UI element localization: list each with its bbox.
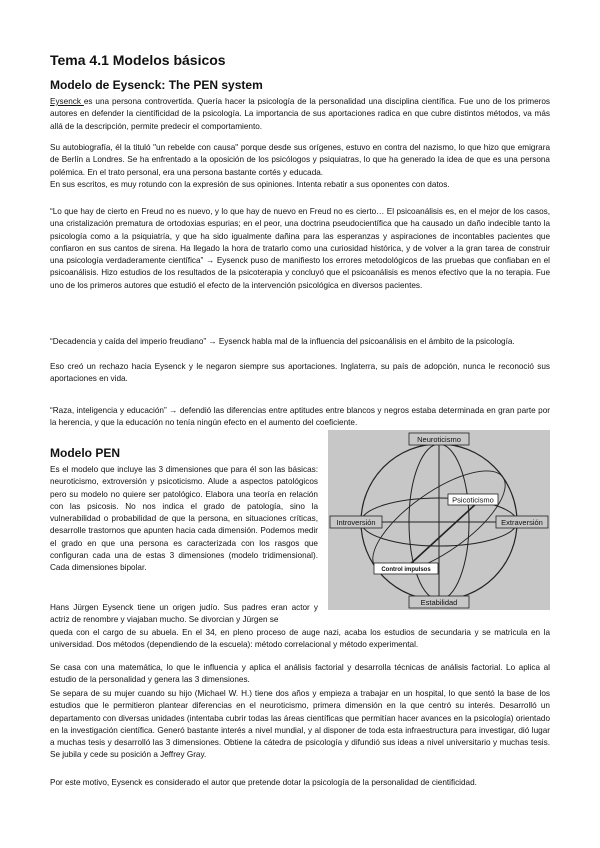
paragraph: En sus escritos, es muy rotundo con la expresión de sus opiniones. Intenta rebatir a sus oponentes con datos.	[50, 180, 450, 189]
page-title: Tema 4.1 Modelos básicos	[50, 52, 226, 68]
psicoticismo-label: Psicoticismo	[452, 495, 494, 505]
introversion-label: Introversión	[336, 518, 376, 527]
paragraph: Se separa de su mujer cuando su hijo (Michael W. H.) tiene dos años y empieza a trabajar en un hospital, lo que sentó la base de los estudios que le permitieron plantear diferencias en el neuroticismo, primera dimensión en la que centró su interés. Desarrolló un departamento con diversas unidades (intentaba cubrir todas las áreas científicas que permitían hacer avances en la psicología) orientado en la investigación científica. Generó bastante interés a nivel mundial, y al disponer de toda esta infraestructura para investigar, dió lugar a muchas tesis y desarrolló las 3 dimensiones. Obtiene la cátedra de psicología y difundió sus ideas a nivel universitario y muchas tesis. Se jubila y cede su posición a Jeffrey Gray.	[50, 689, 550, 760]
paragraph: queda con el cargo de su abuela. En el 34, en pleno proceso de auge nazi, acaba los estudios de secundaria y se matricula en la universidad. Dos métodos (dependiendo de la escuela): método correlacional y método experimental.	[50, 628, 550, 650]
section-heading-pen: Modelo PEN	[50, 446, 121, 460]
paragraph: Es el modelo que incluye las 3 dimensiones que para él son las básicas: neuroticismo, extroversión y psicoticismo. Alude a aspectos patológicos pero su modelo no quiere ser patológico. Elabora una teoría en relación con las psicosis. No nos indica el grado de patología, sino la vulnerabilidad o probabilidad de que la persona, en situaciones críticas, desarrolle trastornos que apunten hacia cada dimensión. Podemos medir el grado en que una persona es caracterizada con los rasgos que configuran cada una de estas 3 dimensiones (modelo tridimensional). Cada dimensiones bipolar.	[50, 465, 318, 573]
paragraph: Se casa con una matemática, lo que le influencia y aplica el análisis factorial y desarrolla técnicas de análisis factorial. Lo aplica al estudio de la personalidad y genera las 3 dimensiones.	[50, 663, 550, 685]
neuroticismo-label: Neuroticismo	[417, 435, 461, 444]
control-impulsos-label: Control impulsos	[381, 567, 431, 573]
pen-sphere-svg	[328, 430, 550, 610]
extraversion-label: Extraversión	[501, 518, 543, 527]
eysenck-name: Eysenck	[50, 97, 84, 106]
quote-paragraph: “Lo que hay de cierto en Freud no es nuevo, y lo que hay de nuevo en Freud no es cierto… El psicoanálisis es, en el mejor de los casos, una cristalización prematura de ortodoxias espurias; en el peor, una doctrina pseudocientífica que ha causado un daño indecible tanto la psicología como a la psiquiatría, y que ha sido igualmente dañina para las esperanzas y aspiraciones de incontables pacientes que confiaron en sus cantos de sirena. Ha llegado la hora de tratarlo como una curiosidad histórica, y de volver a la gran tarea de construir una psicología verdaderamente científica” → Eysenck puso de manifiesto los errores metodológicos de las pruebas que confiaban en el psicoanálisis. Hizo estudios de los resultados de la psicoterapia y concluyó que el psicoanálisis es menos efectivo que la no terapia. Fue uno de los primeros autores que estudió el efecto de la intervención psicológica en diversos pacientes.	[50, 207, 550, 290]
paragraph: Hans Jürgen Eysenck tiene un origen judío. Sus padres eran actor y actriz de renombre y viajaban mucho. Se divorcian y Jürgen se	[50, 603, 318, 625]
paragraph: Eso creó un rechazo hacia Eysenck y le negaron siempre sus aportaciones. Inglaterra, su país de adopción, nunca le reconoció sus aportaciones en vida.	[50, 362, 550, 384]
quote-paragraph: “Decadencia y caída del imperio freudiano” → Eysenck habla mal de la influencia del psicoanálisis en el ámbito de la psicología.	[50, 337, 515, 346]
estabilidad-label: Estabilidad	[420, 598, 458, 607]
paragraph: Por este motivo, Eysenck es considerado el autor que pretende dotar la psicología de la personalidad de cientificidad.	[50, 778, 477, 787]
paragraph	[50, 96, 550, 133]
quote-paragraph: “Raza, inteligencia y educación” → defendió las diferencias entre aptitudes entre blancos y negros estaba determinada en gran parte por la herencia, y que la educación no tenía ningún efecto en el aumento del coeficiente.	[50, 406, 550, 428]
pen-model-diagram	[328, 430, 550, 610]
section-heading-eysenck: Modelo de Eysenck: The PEN system	[50, 78, 263, 92]
paragraph: Su autobiografía, él la tituló "un rebelde con causa" porque desde sus orígenes, estuvo en contra del nazismo, lo que hizo que emigrara de Berlín a Londres. Se ha enfrentado a la oposición de los psicólogos y psiquiatras, lo que ha generado la idea de que es una persona polémica. En el trato personal, era una persona bastante cortés y educada.	[50, 143, 550, 177]
paragraph-text: es una persona controvertida. Quería hacer la psicología de la personalidad una disciplina científica. Fue uno de los primeros autores en defender la científicidad de la psicología. La importancia de sus aportaciones radica en que cubre distintos métodos, va más allá de la descripción, permite predecir el comportamiento.	[50, 97, 550, 131]
psicoticismo-axis	[406, 502, 478, 568]
